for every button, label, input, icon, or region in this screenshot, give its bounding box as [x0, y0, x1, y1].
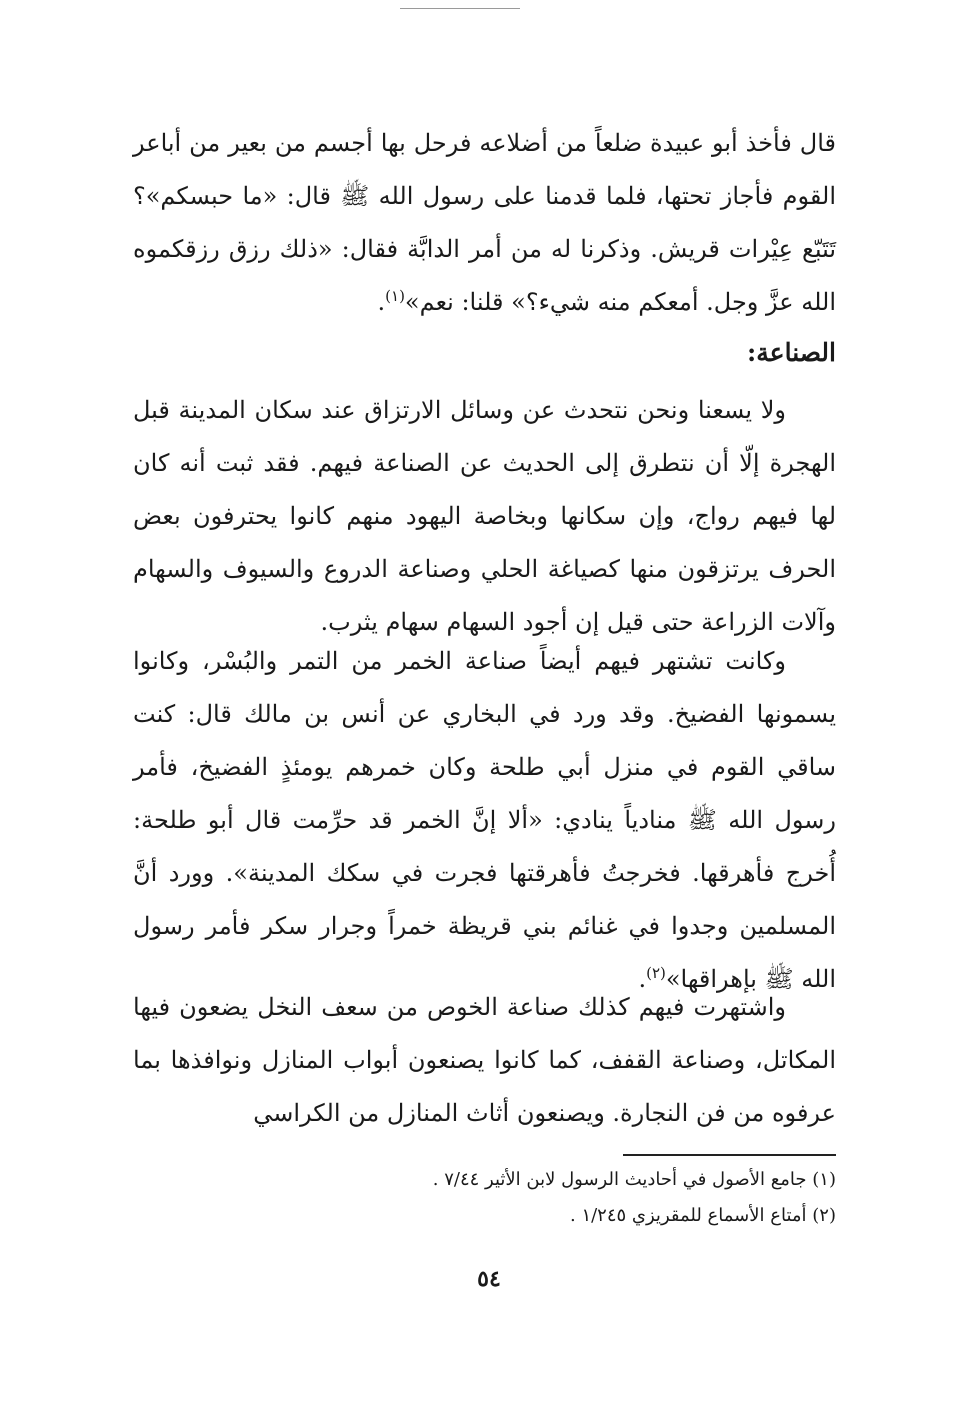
opening-paragraph-body: قال فأخذ أبو عبيدة ضلعاً من أضلاعه فرحل بها أجسم من بعير من أباعر القوم فأجاز تحتها، فلما قدمنا على رسول الله ﷺ قال: «ما حبسكم»؟ تَتَبّع عِيْرات قريش. وذكرنا له من أمر الدابَّة فقال: «ذلك رزق رزقكموه الله عزَّ وجل. أمعكم منه شيء؟» قلنا: نعم» — [133, 129, 837, 316]
footnote-ref-2: (٢) — [646, 964, 666, 982]
footnote-ref-1: (١) — [385, 287, 405, 305]
page-number: ٥٤ — [477, 1266, 501, 1292]
footnote-divider — [623, 1154, 836, 1156]
footnotes — [336, 1162, 836, 1234]
footnote-2: (٢) أمتاع الأسماع للمقريزي ١/٢٤٥ . — [569, 1205, 836, 1226]
paragraph-palm-crafts — [133, 981, 836, 1140]
paragraph-wine-making-end: . — [638, 965, 647, 993]
opening-paragraph — [133, 117, 836, 329]
opening-paragraph-text — [133, 117, 836, 329]
paragraph-wine-making — [133, 635, 836, 1006]
paragraph-palm-crafts-text: واشتهرت فيهم كذلك صناعة الخوص من سعف النخل يضعون فيها المكاتل، وصناعة القفف، كما كانوا يصنعون أبواب المنازل ونوافذها بما عرفوه من فن النجارة. ويصنعون أثاث المنازل من الكراسي — [133, 993, 836, 1127]
opening-paragraph-end: . — [377, 288, 386, 316]
paragraph-wine-making-body: وكانت تشتهر فيهم أيضاً صناعة الخمر من التمر والبُسْر، وكانوا يسمونها الفضيخ. وقد ورد في البخاري عن أنس بن مالك قال: كنت ساقي القوم في منزل أبي طلحة وكان خمرهم يومئذٍ الفضيخ، فأمر رسول الله ﷺ منادياً ينادي: «ألا إنَّ الخمر قد حرِّمت قال أبو طلحة: أُخرج فأهرقها. فخرجتُ فأهرقتها فجرت في سكك المدينة». وورد أنَّ المسلمين وجدوا في غنائم بني قريظة خمراً وجرار سكر فأمر رسول الله ﷺ بإهراقها» — [133, 647, 836, 993]
footnote-1: (١) جامع الأصول في أحاديث الرسول لابن الأثير ٧/٤٤ . — [432, 1169, 836, 1190]
paragraph-livelihood-text: ولا يسعنا ونحن نتحدث عن وسائل الارتزاق عند سكان المدينة قبل الهجرة إلّا أن نتطرق إلى الحديث عن الصناعة فيهم. فقد ثبت أنه كان لها فيهم رواج، وإن سكانها وبخاصة اليهود منهم كانوا يحترفون بعض الحرف يرتزقون منها كصياغة الحلي وصناعة الدروع والسيوف والسهام وآلات الزراعة حتى قيل إن أجود السهام سهام يثرب. — [133, 396, 836, 636]
paragraph-wine-making-text — [133, 635, 836, 1006]
section-heading: الصناعة: — [747, 338, 836, 367]
paragraph-livelihood — [133, 384, 836, 649]
top-rule — [400, 8, 520, 9]
